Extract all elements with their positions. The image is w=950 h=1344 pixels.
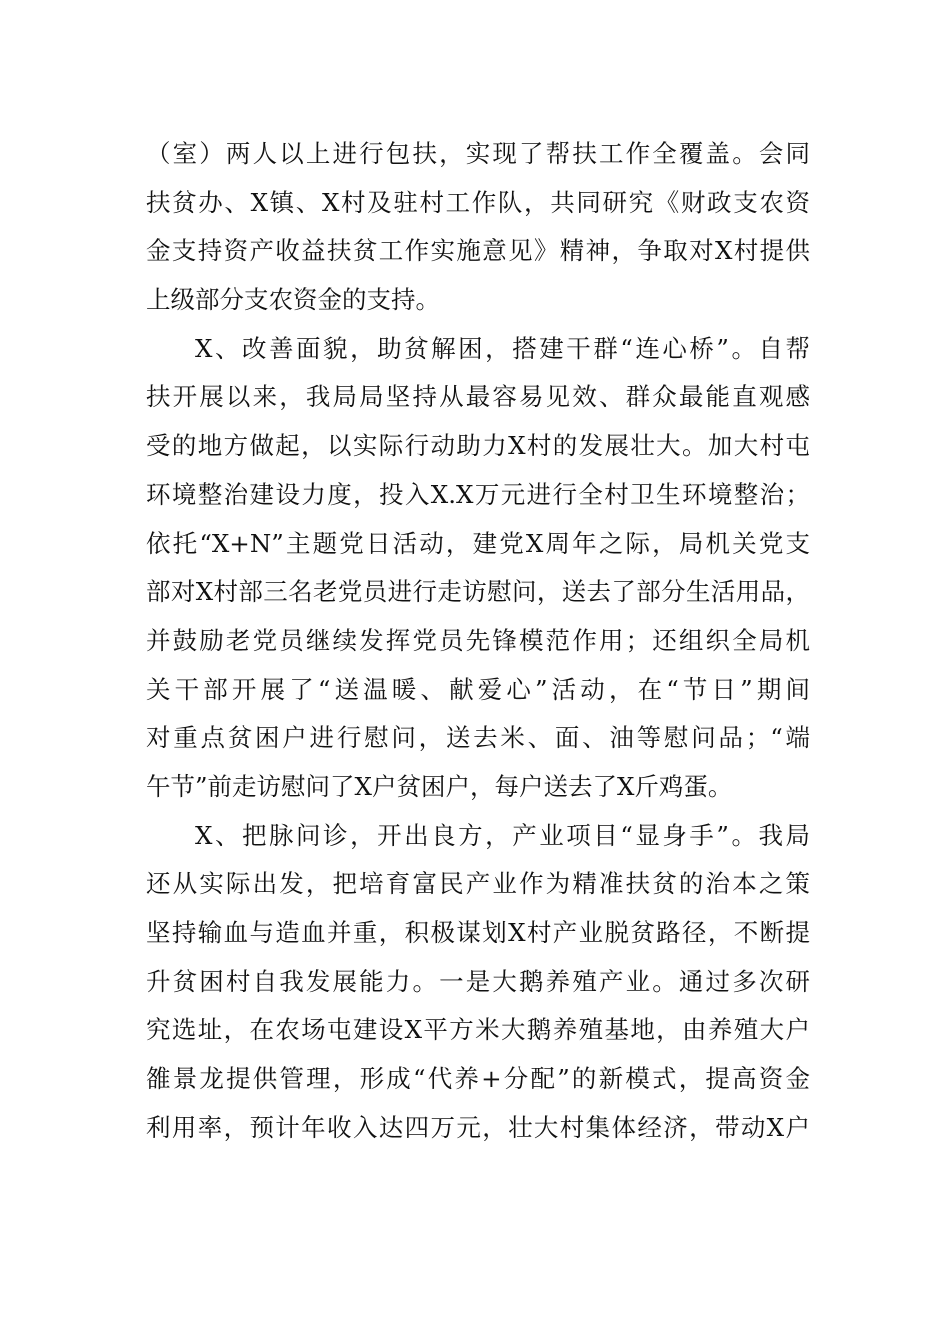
text-line: 升贫困村自我发展能力。一是大鹅养殖产业。通过多次研 <box>146 966 810 996</box>
text-line: 环境整治建设力度，投入X.X万元进行全村卫生环境整治； <box>146 479 810 509</box>
text-line: 午节”前走访慰问了X户贫困户，每户送去了X斤鸡蛋。 <box>146 771 733 801</box>
text-line: 扶贫办、X镇、X村及驻村工作队，共同研究《财政支农资 <box>146 187 810 217</box>
text-line: 金支持资产收益扶贫工作实施意见》精神，争取对X村提供 <box>146 236 810 266</box>
text-line: 受的地方做起，以实际行动助力X村的发展壮大。加大村屯 <box>146 431 810 461</box>
text-line: 坚持输血与造血并重，积极谋划X村产业脱贫路径，不断提 <box>146 918 810 947</box>
document-body <box>146 130 810 1152</box>
text-line: X、改善面貌，助贫解困，搭建干群“连心桥”。自帮 <box>195 333 810 363</box>
text-line: X、把脉问诊，开出良方，产业项目“显身手”。我局 <box>195 820 810 850</box>
text-line: 并鼓励老党员继续发挥党员先锋模范作用；还组织全局机 <box>146 625 810 655</box>
text-line: （室）两人以上进行包扶，实现了帮扶工作全覆盖。会同 <box>146 139 810 168</box>
text-line: 究选址，在农场屯建设X平方米大鹅养殖基地，由养殖大户 <box>146 1015 810 1045</box>
text-line: 还从实际出发，把培育富民产业作为精准扶贫的治本之策 <box>146 869 810 899</box>
text-line: 部对X村部三名老党员进行走访慰问，送去了部分生活用品， <box>146 577 810 607</box>
text-line: 依托“X+N”主题党日活动，建党X周年之际，局机关党支 <box>146 528 810 558</box>
text-line: 扶开展以来，我局局坚持从最容易见效、群众最能直观感 <box>146 382 810 412</box>
text-line: 对重点贫困户进行慰问，送去米、面、油等慰问品；“端 <box>146 723 810 753</box>
text-line: 关干部开展了“送温暖、献爱心”活动，在“节日”期间 <box>146 674 810 704</box>
text-line: 利用率，预计年收入达四万元，壮大村集体经济，带动X户 <box>146 1112 810 1142</box>
text-line: 雒景龙提供管理，形成“代养+分配”的新模式，提高资金 <box>146 1064 810 1094</box>
text-line: 上级部分支农资金的支持。 <box>146 285 440 315</box>
